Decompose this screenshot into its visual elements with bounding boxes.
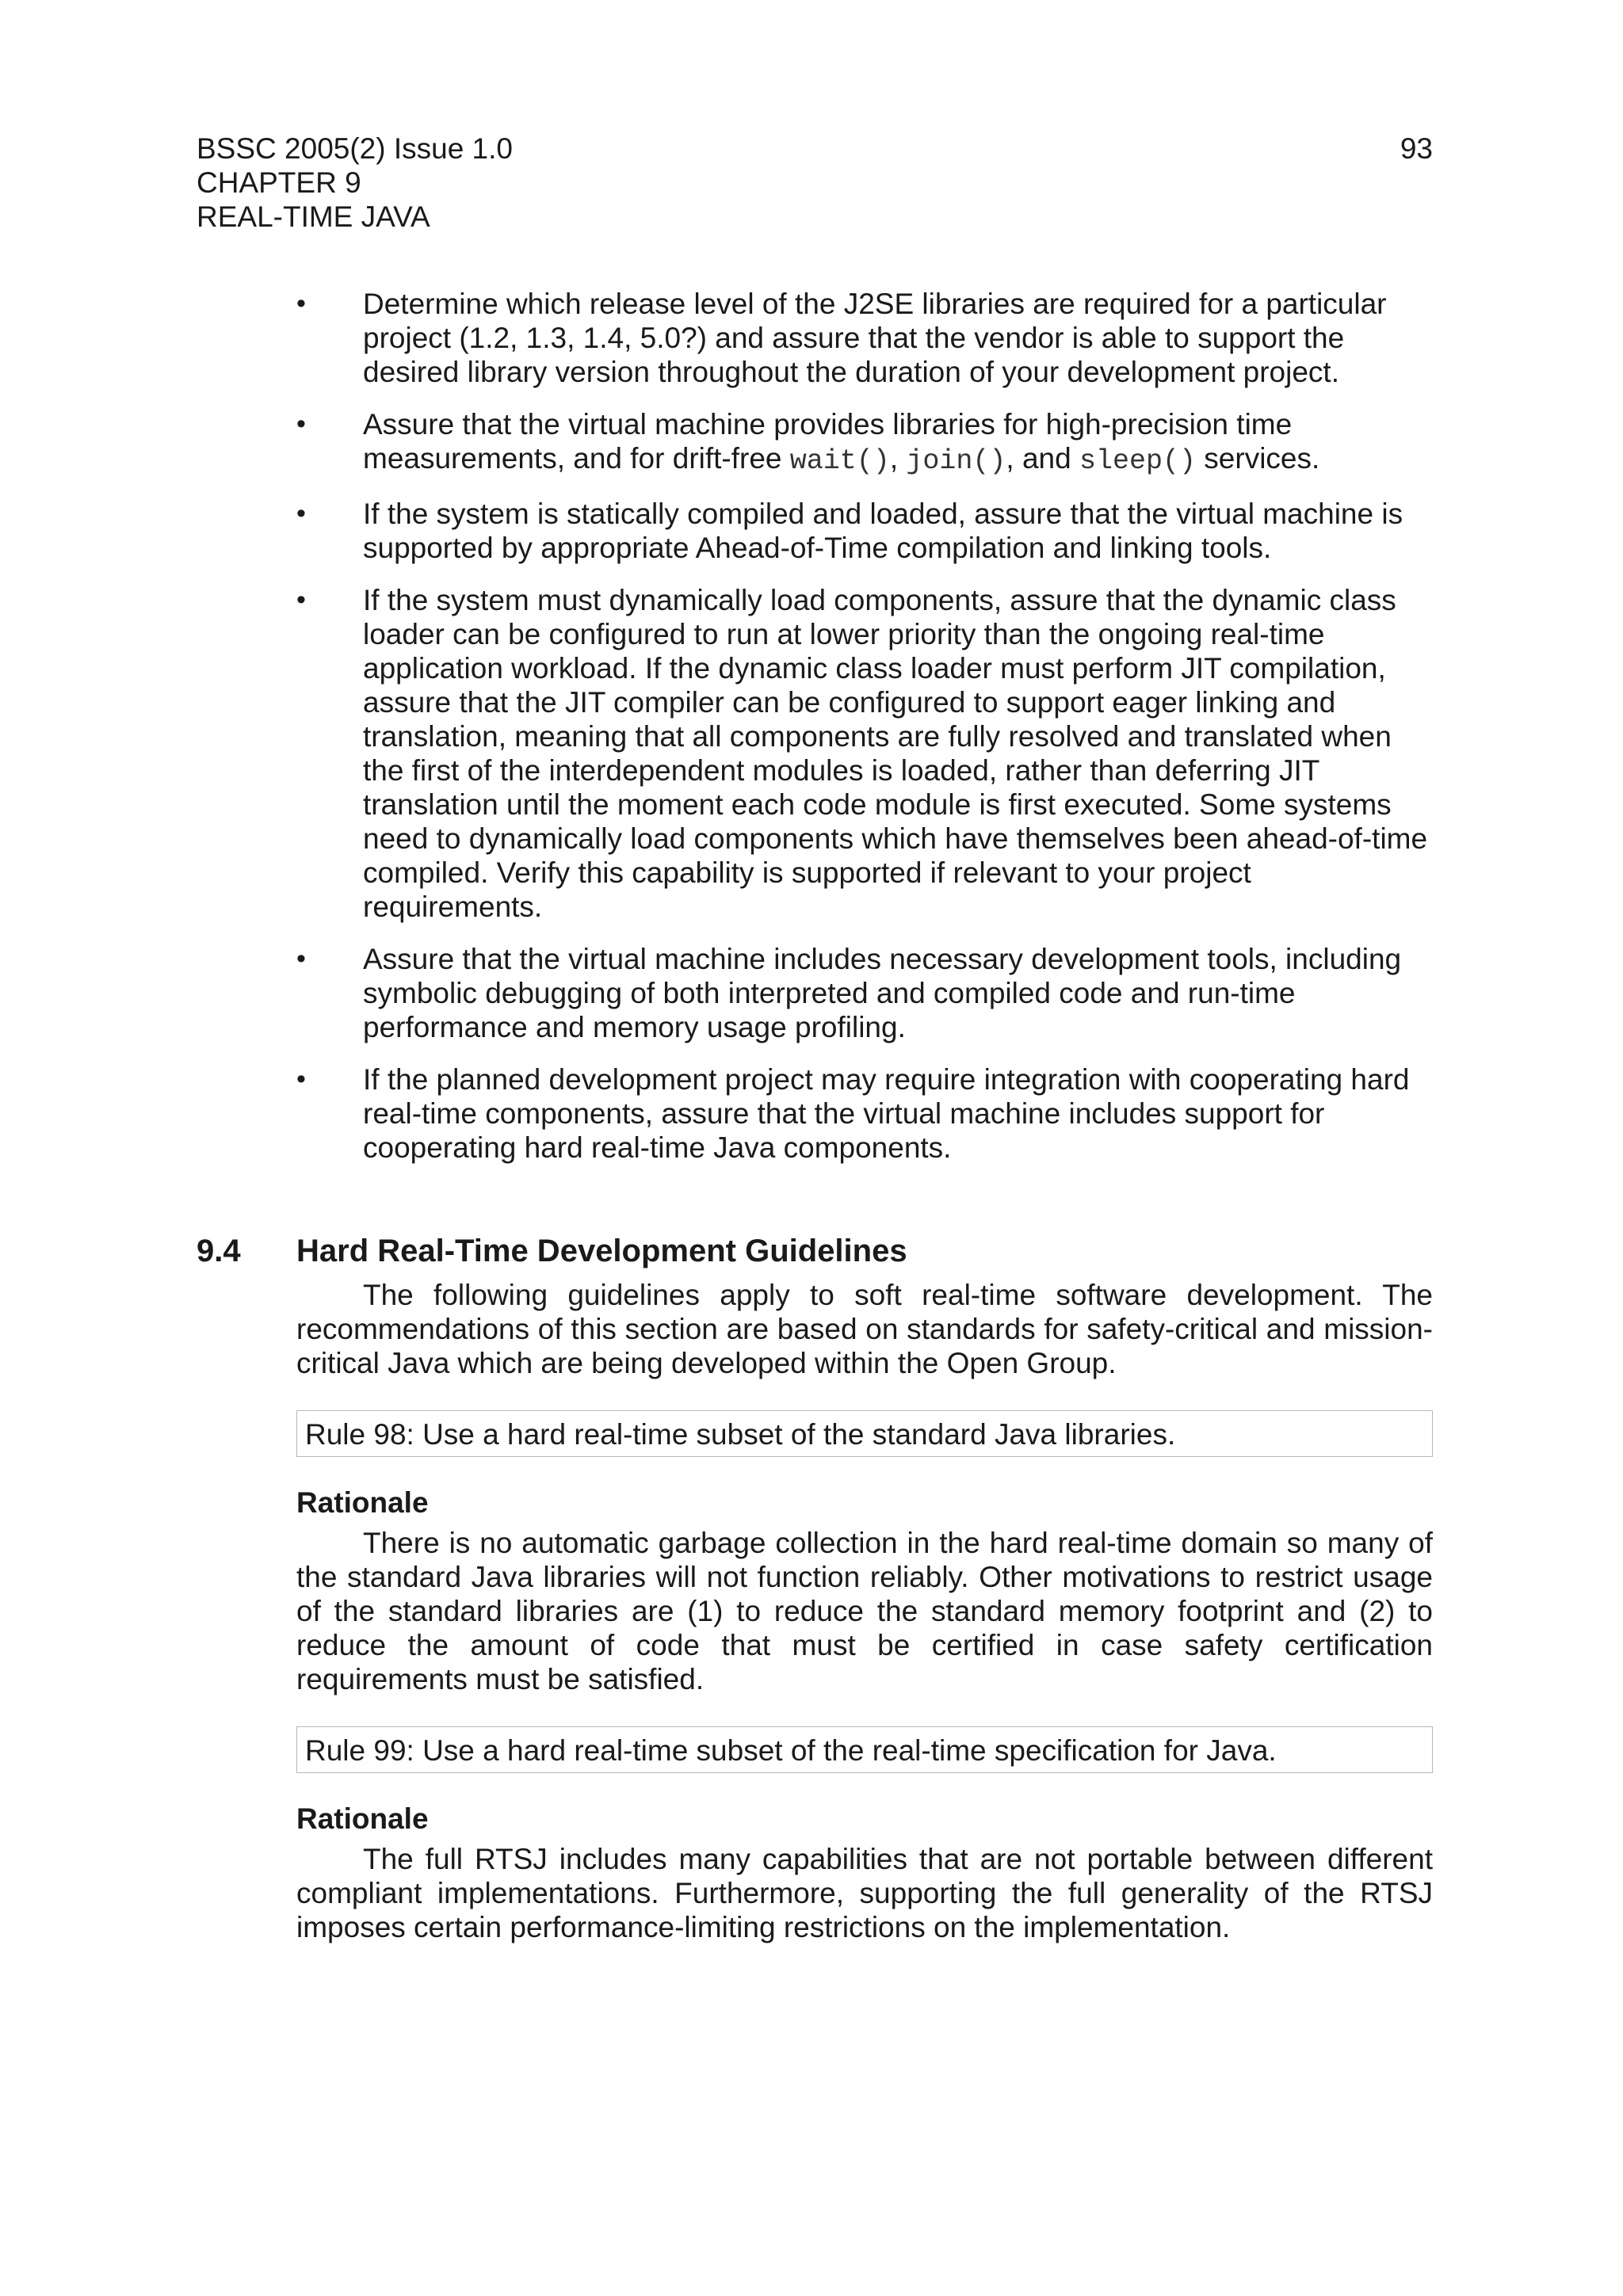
rationale-heading: Rationale [296,1802,429,1835]
bullet-icon: • [296,585,306,615]
bullet-text: Determine which release level of the J2SE libraries are required for a particular project (1.2, 1.3, 1.4, 5.0?) and assure that the vendor is able to support the desired library version throughout the duration of your development project. [363,288,1387,388]
bullet-icon: • [296,944,306,974]
rationale-paragraph: The full RTSJ includes many capabilities that are not portable between different compliant implementations. Furthermore, supporting the full generality of the RTSJ imposes certain performance-limiting restrictions on the implementation. [296,1843,1433,1943]
code-join: join() [906,445,1006,477]
running-header [197,132,1433,234]
rule-98-text: Rule 98: Use a hard real-time subset of the standard Java libraries. [305,1418,1176,1451]
code-sleep: sleep() [1079,445,1197,477]
requirements-bullet-list [296,287,1434,1183]
bullet-text: If the system is statically compiled and loaded, assure that the virtual machine is supported by appropriate Ahead-of-Time compilation and linking tools. [363,498,1403,564]
bullet-text [363,408,1319,475]
rule-99-text: Rule 99: Use a hard real-time subset of the real-time specification for Java. [305,1734,1277,1767]
section-number: 9.4 [197,1234,241,1268]
page-number: 93 [1400,132,1433,165]
bullet-icon: • [296,498,306,528]
header-chapter: CHAPTER 9 [197,166,361,199]
bullet-item [296,287,1434,389]
bullet-text-part: Assure that the virtual machine provides libraries for high-precision time measurements, and for drift-free [363,408,1293,475]
bullet-text: If the system must dynamically load components, assure that the dynamic class loader can be configured to run at lower priority than the ongoing real-time application workload. If the dynamic class loader must perform JIT compilation, assure that the JIT compiler can be configured to support eager linking and translation, meaning that all components are fully resolved and translated when the first of the interdependent modules is loaded, rather than deferring JIT translation until the moment each code module is first executed. Some systems need to dynamically load components which have themselves been ahead-of-time compiled. Verify this capability is supported if relevant to your project requirements. [363,584,1428,923]
bullet-item [296,942,1434,1044]
bullet-text-part: services. [1196,442,1320,475]
code-wait: wait() [789,445,890,477]
bullet-text: If the planned development project may require integration with cooperating hard real-time components, assure that the virtual machine includes support for cooperating hard real-time Java components. [363,1063,1410,1164]
bullet-text: Assure that the virtual machine includes necessary development tools, including symbolic debugging of both interpreted and compiled code and run-time performance and memory usage profiling. [363,943,1402,1043]
section-heading [197,1232,1433,1270]
bullet-text-separator: , and [1006,442,1079,475]
section-9-4 [197,1232,1433,1974]
header-chapter-title: REAL-TIME JAVA [197,200,430,233]
rationale-heading: Rationale [296,1486,429,1519]
rationale-paragraph: There is no automatic garbage collection in the hard real-time domain so many of the standard Java libraries will not function reliably. Other motivations to restrict usage of the standard libraries are (1) to reduce the standard memory footprint and (2) to reduce the amount of code that must be certified in case safety certification requirements must be satisfied. [296,1527,1433,1695]
rule-98-box [296,1410,1433,1457]
bullet-icon: • [296,1064,306,1094]
section-intro-paragraph: The following guidelines apply to soft real-time software development. The recommendations of this section are based on standards for safety-critical and mission-critical Java which are being developed within the Open Group. [296,1279,1433,1379]
bullet-item [296,497,1434,565]
bullet-icon: • [296,409,306,439]
rule-99-box [296,1726,1433,1773]
header-doc-id: BSSC 2005(2) Issue 1.0 [197,132,513,165]
bullet-text-separator: , [889,442,907,475]
bullet-icon: • [296,288,306,318]
bullet-item [296,1062,1434,1165]
section-title: Hard Real-Time Development Guidelines [296,1234,907,1268]
bullet-item [296,583,1434,924]
bullet-item [296,407,1434,479]
section-body [296,1278,1433,1944]
